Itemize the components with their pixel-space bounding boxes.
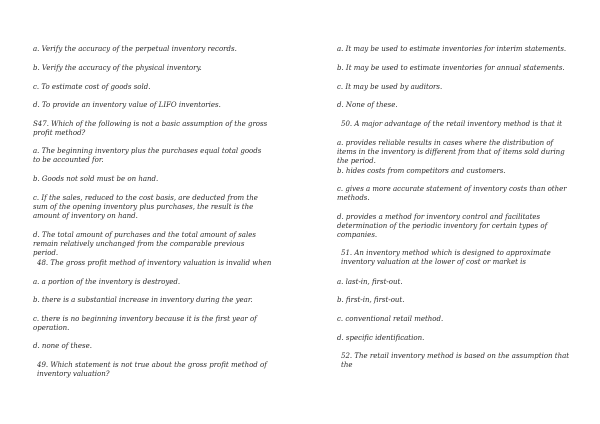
right-line-12: b. first-in, first-out. <box>337 296 405 304</box>
left-line-4: d. To provide an inventory value of LIFO inventories. <box>33 101 221 109</box>
right-line-11: a. last-in, first-out. <box>337 278 403 286</box>
right-line-3: c. It may be used by auditors. <box>337 83 443 91</box>
right-line-9: d. provides a method for inventory control and facilitates determination of the periodic inventory for certain types of companies. <box>337 213 548 239</box>
left-line-7: b. Goods not sold must be on hand. <box>33 175 159 183</box>
left-line-8: c. If the sales, reduced to the cost basis, are deducted from the sum of the opening inventory plus purchases, the result is the amount of inventory on hand. <box>33 194 258 220</box>
left-line-9: d. The total amount of purchases and the total amount of sales remain relatively unchanged from the comparable previous period. <box>33 231 256 257</box>
left-line-2: b. Verify the accuracy of the physical inventory. <box>33 64 202 72</box>
right-line-14: d. specific identification. <box>337 334 425 342</box>
right-line-7: b. hides costs from competitors and customers. <box>337 167 506 175</box>
right-line-8: c. gives a more accurate statement of inventory costs than other methods. <box>337 185 567 202</box>
question-49: 49. Which statement is not true about the gross profit method of inventory valuation? <box>37 361 267 378</box>
question-52: 52. The retail inventory method is based on the assumption that the <box>341 352 570 369</box>
right-line-2: b. It may be used to estimate inventories for annual statements. <box>337 64 565 72</box>
left-line-3: c. To estimate cost of goods sold. <box>33 83 151 91</box>
question-47: S47. Which of the following is not a basic assumption of the gross profit method? <box>33 120 268 137</box>
right-line-6: a. provides reliable results in cases where the distribution of items in the inventory is different from that of items sold during the period. <box>337 139 565 165</box>
question-50: 50. A major advantage of the retail inventory method is that it <box>341 120 562 128</box>
left-line-6: a. The beginning inventory plus the purchases equal total goods to be accounted for. <box>33 147 262 164</box>
left-line-14: d. none of these. <box>33 342 92 350</box>
right-line-13: c. conventional retail method. <box>337 315 444 323</box>
question-51: 51. An inventory method which is designed to approximate inventory valuation at the lower of cost or market is <box>341 249 551 266</box>
right-line-1: a. It may be used to estimate inventories for interim statements. <box>337 45 567 53</box>
left-line-13: c. there is no beginning inventory because it is the first year of operation. <box>33 315 257 332</box>
question-48: 48. The gross profit method of inventory valuation is invalid when <box>37 259 272 267</box>
left-line-1: a. Verify the accuracy of the perpetual inventory records. <box>33 45 237 53</box>
right-line-4: d. None of these. <box>337 101 398 109</box>
left-line-12: b. there is a substantial increase in inventory during the year. <box>33 296 253 304</box>
left-line-11: a. a portion of the inventory is destroyed. <box>33 278 181 286</box>
